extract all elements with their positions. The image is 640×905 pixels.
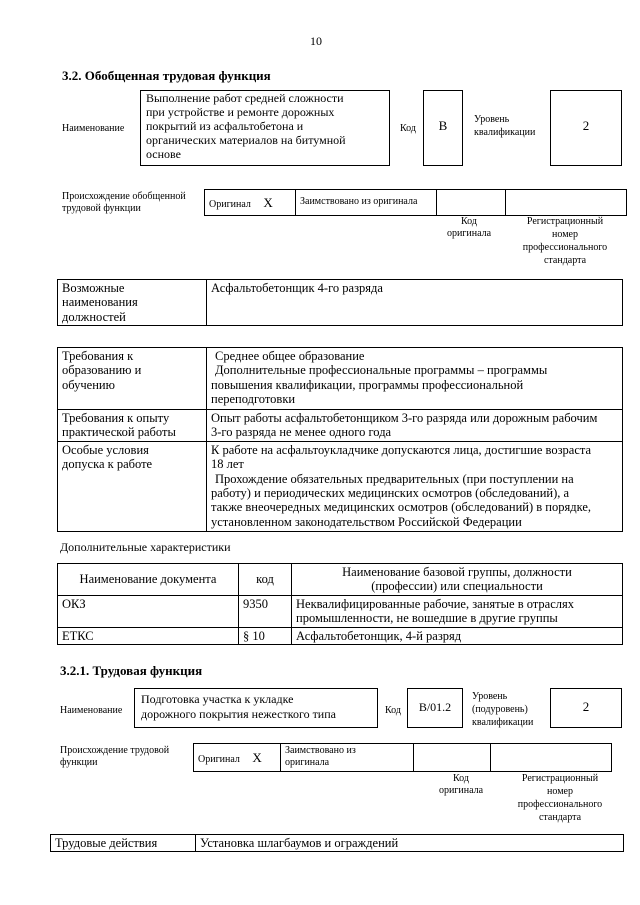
col-doc-header: Наименование документа bbox=[58, 564, 239, 596]
gtf-name-line: при устройстве и ремонте дорожных bbox=[146, 105, 335, 119]
borrowed-cell: Заимствовано из оригинала bbox=[296, 190, 437, 216]
col-code-header: код bbox=[239, 564, 292, 596]
okz-name bbox=[292, 596, 623, 628]
gtf-name-line: органических материалов на битумной bbox=[146, 133, 346, 147]
req-value-cell bbox=[207, 441, 623, 531]
tf-level-label: (подуровень) bbox=[472, 704, 528, 715]
req-label: практической работы bbox=[62, 425, 176, 440]
actions-label: Трудовые действия bbox=[51, 835, 196, 852]
req-label-cell bbox=[58, 348, 207, 410]
tf-code-box bbox=[407, 688, 463, 728]
tf-original-mark: X bbox=[252, 750, 262, 765]
req-value: Опыт работы асфальтобетонщиком 3-го разряда или дорожным рабочим bbox=[211, 411, 598, 425]
etks-name: Асфальтобетонщик, 4-й разряд bbox=[292, 627, 623, 644]
etks-doc: ЕТКС bbox=[58, 627, 239, 644]
req-label: Особые условия bbox=[62, 442, 149, 457]
col-group-header-line: Наименование базовой группы, должности bbox=[342, 565, 572, 579]
okz-code: 9350 bbox=[239, 596, 292, 628]
requirements-table bbox=[57, 347, 623, 532]
req-label: обучению bbox=[62, 377, 115, 392]
reg-label: профессионального bbox=[522, 242, 608, 253]
original-label: Оригинал bbox=[209, 199, 251, 210]
registration-cell bbox=[506, 190, 627, 216]
gtf-name-line: покрытий из асфальтобетона и bbox=[146, 119, 304, 133]
etks-code: § 10 bbox=[239, 627, 292, 644]
gtf-code-box bbox=[423, 90, 463, 166]
tf-level: 2 bbox=[582, 699, 590, 714]
actions-table bbox=[50, 834, 624, 852]
gtf-origin-table bbox=[204, 189, 627, 216]
req-label: Требования к опыту bbox=[62, 411, 170, 425]
tf-borrowed-label: Заимствовано из bbox=[285, 745, 356, 756]
req-label: Требования к bbox=[62, 349, 134, 363]
tf-borrowed-cell bbox=[281, 744, 414, 772]
reg-label: Регистрационный bbox=[526, 216, 604, 227]
req-value: работу) и периодических медицинских осмотров (обследований), а bbox=[211, 485, 570, 500]
tf-borrowed-label: оригинала bbox=[285, 756, 330, 768]
tf-orig-code-label: Код bbox=[453, 773, 469, 784]
req-label: образованию и bbox=[62, 363, 142, 378]
tf-name-line: дорожного покрытия нежесткого типа bbox=[141, 707, 336, 721]
req-value: Дополнительные профессиональные программы – программы bbox=[215, 363, 548, 378]
extra-heading: Дополнительные характеристики bbox=[60, 540, 231, 554]
req-value: 3-го разряда не менее одного года bbox=[211, 425, 392, 440]
tf-original-label: Оригинал bbox=[198, 754, 240, 765]
level-label: квалификации bbox=[474, 127, 536, 138]
original-code-cell bbox=[437, 190, 506, 216]
tf-name-label: Наименование bbox=[60, 705, 123, 716]
tf-reg-label: номер bbox=[547, 786, 573, 797]
tf-registration-cell bbox=[491, 744, 612, 772]
gtf-name-line: Выполнение работ средней сложности bbox=[146, 91, 344, 105]
tf-code-label: Код bbox=[385, 705, 401, 716]
tf-code: В/01.2 bbox=[418, 700, 452, 714]
positions-value: Асфальтобетонщик 4-го разряда bbox=[207, 280, 623, 326]
tf-reg-label: стандарта bbox=[538, 812, 582, 823]
reg-label: стандарта bbox=[543, 255, 587, 266]
tf-reg-label: профессионального bbox=[517, 799, 603, 810]
req-label-cell bbox=[58, 410, 207, 442]
positions-label: должностей bbox=[62, 309, 126, 324]
reg-label: номер bbox=[552, 229, 578, 240]
level-label: Уровень bbox=[474, 114, 510, 125]
tf-reg-label: Регистрационный bbox=[521, 773, 599, 784]
orig-code-label: Код bbox=[461, 216, 477, 227]
tf-original-cell bbox=[194, 744, 281, 772]
okz-doc: ОКЗ bbox=[58, 596, 239, 628]
req-value: повышения квалификации, программы профессиональной bbox=[211, 377, 524, 392]
gtf-level-box bbox=[550, 90, 622, 166]
tf-heading: 3.2.1. Трудовая функция bbox=[60, 663, 203, 678]
code-label: Код bbox=[400, 123, 416, 134]
tf-origin-label: функции bbox=[60, 757, 98, 768]
extra-table bbox=[57, 563, 623, 645]
positions-table bbox=[57, 279, 623, 326]
req-value: переподготовки bbox=[211, 392, 296, 407]
actions-value: Установка шлагбаумов и ограждений bbox=[196, 835, 624, 852]
orig-code-label: оригинала bbox=[446, 228, 492, 239]
origin-label: Происхождение обобщенной bbox=[62, 191, 186, 202]
gtf-name-line: основе bbox=[146, 147, 181, 161]
original-mark: X bbox=[263, 195, 273, 210]
tf-level-label: квалификации bbox=[472, 717, 534, 728]
req-value-cell bbox=[207, 348, 623, 410]
positions-label: Возможные bbox=[62, 281, 125, 295]
okz-name-line: промышленности, не вошедшие в другие группы bbox=[296, 611, 558, 626]
section-heading: 3.2. Обобщенная трудовая функция bbox=[62, 68, 271, 83]
gtf-level: 2 bbox=[582, 118, 590, 133]
req-value: 18 лет bbox=[211, 457, 244, 472]
gtf-name-box bbox=[140, 90, 390, 166]
req-value: К работе на асфальтоукладчике допускаются лица, достигшие возраста bbox=[211, 442, 592, 457]
req-value-cell bbox=[207, 410, 623, 442]
tf-orig-code-label: оригинала bbox=[438, 785, 484, 796]
col-group-header-line: (профессии) или специальности bbox=[371, 579, 543, 594]
req-value: установленном законодательством Российской Федерации bbox=[211, 514, 522, 529]
tf-name-box bbox=[134, 688, 378, 728]
req-label: допуска к работе bbox=[62, 457, 153, 472]
positions-label-cell bbox=[58, 280, 207, 326]
name-label: Наименование bbox=[62, 123, 125, 134]
tf-origin-table bbox=[193, 743, 612, 772]
col-group-header bbox=[292, 564, 623, 596]
req-value: Среднее общее образование bbox=[215, 349, 365, 363]
tf-level-label: Уровень bbox=[472, 691, 508, 702]
req-label-cell bbox=[58, 441, 207, 531]
gtf-code: В bbox=[438, 118, 448, 133]
origin-label: трудовой функции bbox=[62, 203, 141, 214]
tf-original-code-cell bbox=[414, 744, 491, 772]
tf-level-box bbox=[550, 688, 622, 728]
page-number: 10 bbox=[310, 34, 322, 48]
req-value: Прохождение обязательных предварительных (при поступлении на bbox=[215, 471, 574, 486]
okz-name-line: Неквалифицированные рабочие, занятые в отраслях bbox=[296, 597, 575, 611]
tf-origin-label: Происхождение трудовой bbox=[60, 745, 170, 756]
req-value: также внеочередных медицинских осмотров (обследований) в порядке, bbox=[211, 500, 592, 515]
positions-label: наименования bbox=[62, 295, 138, 310]
original-cell bbox=[205, 190, 296, 216]
tf-name-line: Подготовка участка к укладке bbox=[141, 692, 294, 706]
